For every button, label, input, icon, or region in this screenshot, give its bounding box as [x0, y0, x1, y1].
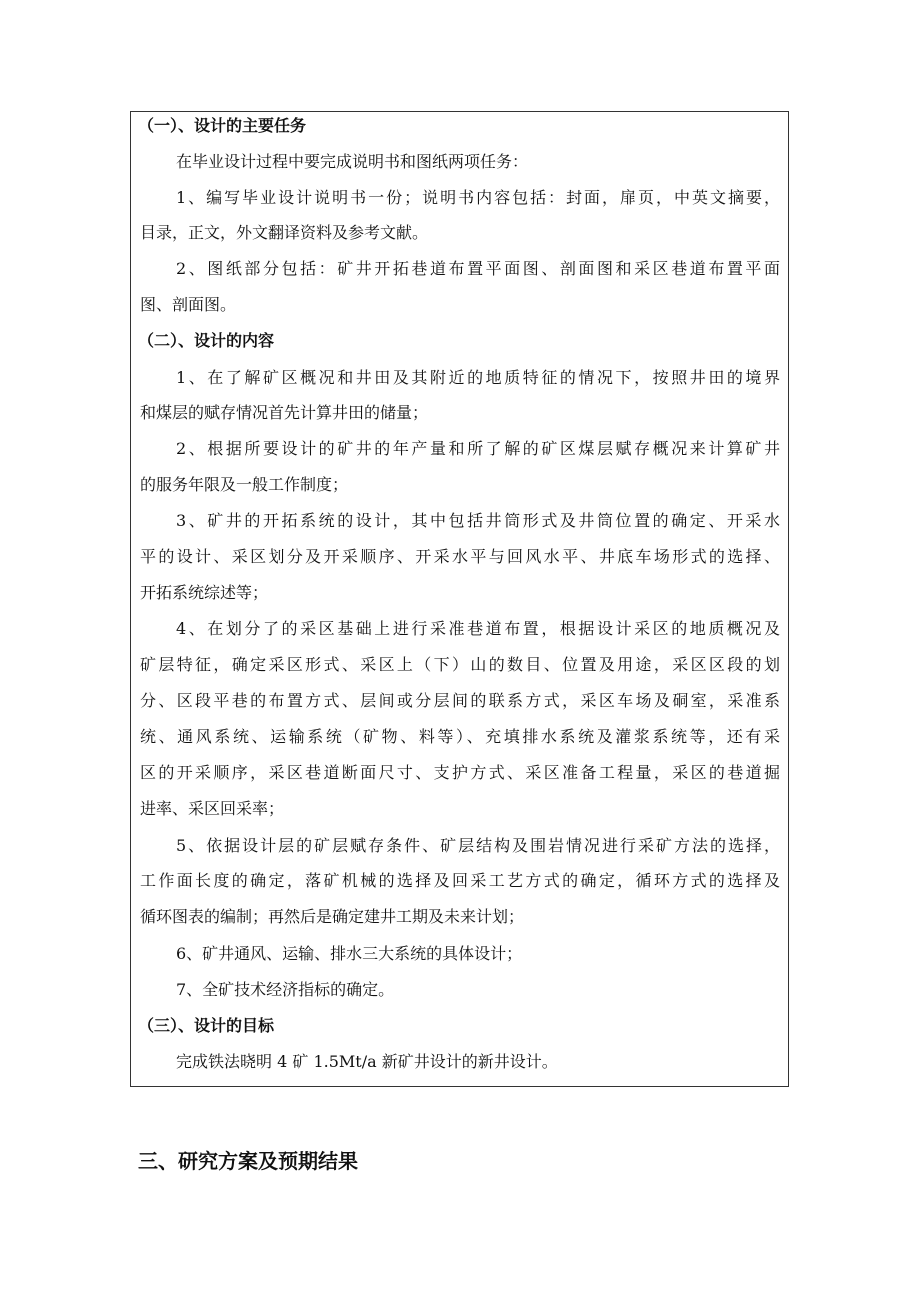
content4-line2: 矿层特征，确定采区形式、采区上（下）山的数目、位置及用途，采区区段的划 [140, 655, 780, 674]
content4-line4: 统、通风系统、运输系统（矿物、料等）、充填排水系统及灌浆系统等，还有采 [140, 727, 780, 746]
content4-line5: 区的开采顺序，采区巷道断面尺寸、支护方式、采区准备工程量，采区的巷道掘 [140, 763, 780, 782]
content7: 7、全矿技术经济指标的确定。 [176, 980, 395, 999]
content3-line2: 平的设计、采区划分及开采顺序、开采水平与回风水平、井底车场形式的选择、 [140, 547, 780, 566]
content3-line1: 3、矿井的开拓系统的设计，其中包括井筒形式及井筒位置的确定、开采水 [176, 511, 780, 530]
task1-line2: 目录，正文，外文翻译资料及参考文献。 [140, 223, 429, 242]
task2-line1: 2、图纸部分包括：矿井开拓巷道布置平面图、剖面图和采区巷道布置平面 [176, 259, 780, 278]
content6: 6、矿井通风、运输、排水三大系统的具体设计； [176, 944, 523, 963]
content5-line3: 循环图表的编制；再然后是确定建井工期及未来计划； [140, 907, 525, 926]
content2-line1: 2、根据所要设计的矿井的年产量和所了解的矿区煤层赋存概况来计算矿井 [176, 439, 780, 458]
content4-line1: 4、在划分了的采区基础上进行采准巷道布置，根据设计采区的地质概况及 [176, 619, 780, 638]
section-heading-design-content: （二）、设计的内容 [138, 331, 275, 350]
content3-line3: 开拓系统综述等； [140, 583, 269, 602]
content4-line3: 分、区段平巷的布置方式、层间或分层间的联系方式，采区车场及硐室，采准系 [140, 691, 780, 710]
task2-line2: 图、剖面图。 [140, 295, 237, 314]
content1-line1: 1、在了解矿区概况和井田及其附近的地质特征的情况下，按照井田的境界 [176, 368, 780, 387]
paragraph-intro: 在毕业设计过程中要完成说明书和图纸两项任务： [176, 152, 529, 171]
section-title-research-plan: 三、研究方案及预期结果 [138, 1149, 358, 1173]
section-heading-design-goal: （三）、设计的目标 [138, 1016, 275, 1035]
content5-line2: 工作面长度的确定，落矿机械的选择及回采工艺方式的确定，循环方式的选择及 [140, 871, 780, 890]
task1-line1: 1、编写毕业设计说明书一份；说明书内容包括：封面，扉页，中英文摘要， [176, 188, 780, 207]
content2-line2: 的服务年限及一般工作制度； [140, 475, 349, 494]
content4-line6: 进率、采区回采率； [140, 799, 285, 818]
content1-line2: 和煤层的赋存情况首先计算井田的储量； [140, 403, 429, 422]
goal-text: 完成铁法晓明 4 矿 1.5Mt/a 新矿井设计的新井设计。 [176, 1052, 558, 1071]
content5-line1: 5、依据设计层的矿层赋存条件、矿层结构及围岩情况进行采矿方法的选择， [176, 836, 780, 855]
section-heading-main-tasks: （一）、设计的主要任务 [138, 116, 307, 135]
